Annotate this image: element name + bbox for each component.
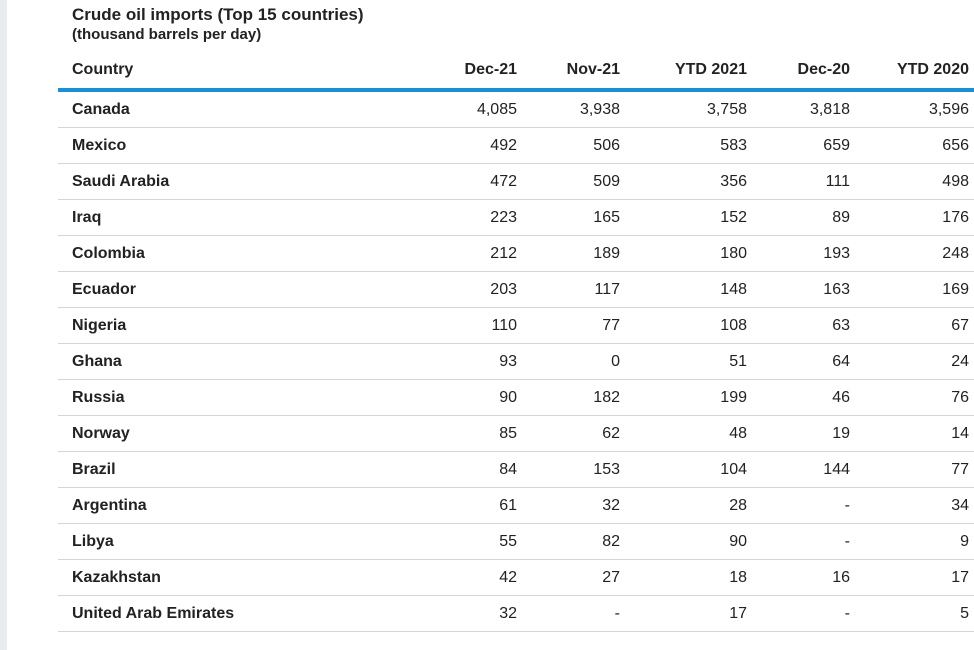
nov-21-cell: 62 [532,416,635,452]
ytd-2021-cell: 3,758 [635,90,762,128]
country-cell: Ecuador [58,272,402,308]
country-cell: Iraq [58,200,402,236]
dec-21-cell: 223 [402,200,532,236]
country-cell: Russia [58,380,402,416]
column-header-ytd-2020: YTD 2020 [865,52,974,90]
column-header-dec-21: Dec-21 [402,52,532,90]
table-row [58,128,974,164]
country-cell: Ghana [58,344,402,380]
country-cell: Canada [58,90,402,128]
country-cell: Nigeria [58,308,402,344]
nov-21-cell: 506 [532,128,635,164]
dec-20-cell: 111 [762,164,865,200]
table-row [58,524,974,560]
nov-21-cell: 82 [532,524,635,560]
ytd-2020-cell: 5 [865,596,974,632]
country-cell: United Arab Emirates [58,596,402,632]
nov-21-cell: 27 [532,560,635,596]
table-header-row [58,52,974,90]
dec-21-cell: 93 [402,344,532,380]
nov-21-cell: 509 [532,164,635,200]
dec-20-cell: - [762,524,865,560]
dec-21-cell: 90 [402,380,532,416]
nov-21-cell: 165 [532,200,635,236]
dec-20-cell: 163 [762,272,865,308]
nov-21-cell: 0 [532,344,635,380]
dec-21-cell: 4,085 [402,90,532,128]
dec-21-cell: 85 [402,416,532,452]
dec-20-cell: 19 [762,416,865,452]
table-row [58,236,974,272]
dec-21-cell: 203 [402,272,532,308]
ytd-2020-cell: 76 [865,380,974,416]
dec-20-cell: 659 [762,128,865,164]
ytd-2020-cell: 248 [865,236,974,272]
table-row [58,164,974,200]
ytd-2021-cell: 28 [635,488,762,524]
ytd-2020-cell: 34 [865,488,974,524]
ytd-2021-cell: 148 [635,272,762,308]
ytd-2020-cell: 24 [865,344,974,380]
table-row [58,596,974,632]
ytd-2021-cell: 199 [635,380,762,416]
nov-21-cell: - [532,596,635,632]
nov-21-cell: 117 [532,272,635,308]
dec-21-cell: 110 [402,308,532,344]
ytd-2020-cell: 14 [865,416,974,452]
ytd-2021-cell: 108 [635,308,762,344]
table-row [58,272,974,308]
table-body [58,90,974,632]
dec-20-cell: 64 [762,344,865,380]
country-cell: Norway [58,416,402,452]
dec-20-cell: 63 [762,308,865,344]
ytd-2021-cell: 180 [635,236,762,272]
column-header-nov-21: Nov-21 [532,52,635,90]
ytd-2021-cell: 356 [635,164,762,200]
table-row [58,560,974,596]
nov-21-cell: 32 [532,488,635,524]
ytd-2021-cell: 48 [635,416,762,452]
ytd-2021-cell: 18 [635,560,762,596]
dec-20-cell: - [762,488,865,524]
column-header-country: Country [58,52,402,90]
table-row [58,90,974,128]
country-cell: Brazil [58,452,402,488]
nov-21-cell: 182 [532,380,635,416]
country-cell: Colombia [58,236,402,272]
dec-20-cell: 193 [762,236,865,272]
dec-21-cell: 84 [402,452,532,488]
nov-21-cell: 189 [532,236,635,272]
dec-21-cell: 472 [402,164,532,200]
nov-21-cell: 153 [532,452,635,488]
dec-20-cell: 16 [762,560,865,596]
dec-20-cell: 3,818 [762,90,865,128]
table-row [58,416,974,452]
dec-20-cell: - [762,596,865,632]
dec-20-cell: 46 [762,380,865,416]
ytd-2020-cell: 169 [865,272,974,308]
ytd-2020-cell: 77 [865,452,974,488]
table-subtitle: (thousand barrels per day) [72,26,262,43]
crude-oil-imports-table [58,52,974,632]
dec-20-cell: 144 [762,452,865,488]
nov-21-cell: 77 [532,308,635,344]
dec-21-cell: 61 [402,488,532,524]
country-cell: Saudi Arabia [58,164,402,200]
table-row [58,200,974,236]
table-row [58,380,974,416]
column-header-dec-20: Dec-20 [762,52,865,90]
table-row [58,488,974,524]
table-title: Crude oil imports (Top 15 countries) [72,5,364,24]
dec-20-cell: 89 [762,200,865,236]
country-cell: Argentina [58,488,402,524]
ytd-2021-cell: 152 [635,200,762,236]
dec-21-cell: 32 [402,596,532,632]
ytd-2021-cell: 51 [635,344,762,380]
table-title-block [72,5,364,45]
country-cell: Libya [58,524,402,560]
ytd-2020-cell: 656 [865,128,974,164]
column-header-ytd-2021: YTD 2021 [635,52,762,90]
ytd-2021-cell: 17 [635,596,762,632]
dec-21-cell: 42 [402,560,532,596]
ytd-2021-cell: 583 [635,128,762,164]
dec-21-cell: 212 [402,236,532,272]
ytd-2020-cell: 9 [865,524,974,560]
table-row [58,452,974,488]
ytd-2021-cell: 104 [635,452,762,488]
nov-21-cell: 3,938 [532,90,635,128]
dec-21-cell: 492 [402,128,532,164]
ytd-2020-cell: 17 [865,560,974,596]
ytd-2020-cell: 67 [865,308,974,344]
country-cell: Mexico [58,128,402,164]
country-cell: Kazakhstan [58,560,402,596]
ytd-2020-cell: 176 [865,200,974,236]
ytd-2020-cell: 498 [865,164,974,200]
ytd-2021-cell: 90 [635,524,762,560]
left-edge-strip [0,0,7,650]
ytd-2020-cell: 3,596 [865,90,974,128]
dec-21-cell: 55 [402,524,532,560]
table-row [58,344,974,380]
table-row [58,308,974,344]
